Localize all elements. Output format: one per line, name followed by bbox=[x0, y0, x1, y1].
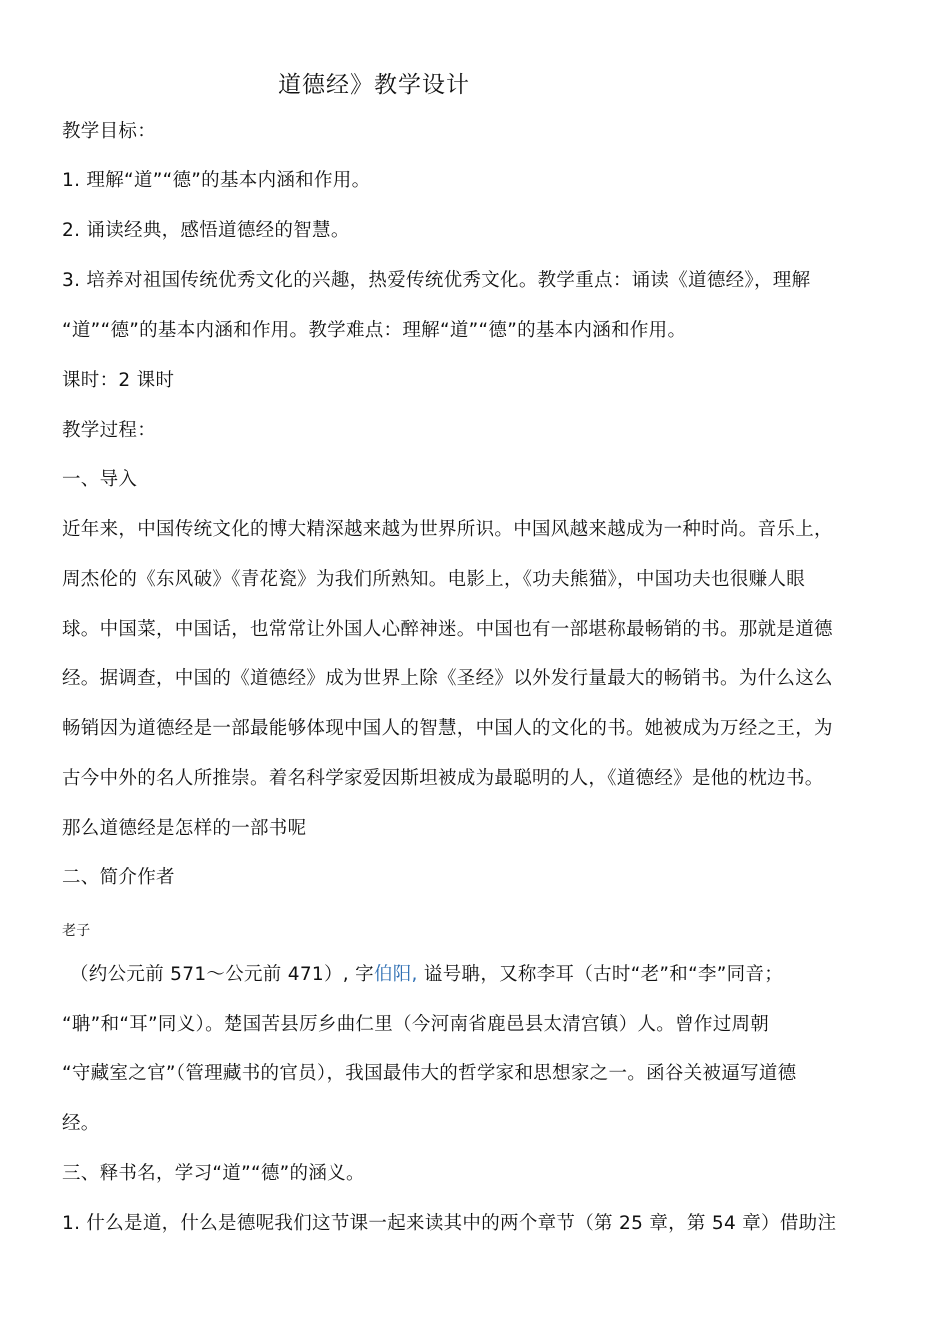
goal-item-1: 1. 理解“道”“德”的基本内涵和作用。 bbox=[62, 170, 371, 191]
paragraph-line: “聃”和“耳”同义）。楚国苦县厉乡曲仁里（今河南省鹿邑县太清宫镇）人。曾作过周朝 bbox=[62, 1014, 770, 1035]
paragraph-line: 畅销因为道德经是一部最能够体现中国人的智慧，中国人的文化的书。她被成为万经之王，为 bbox=[62, 718, 833, 739]
class-period: 课时：2 课时 bbox=[62, 370, 175, 391]
paragraph-line: “守藏室之官”（管理藏书的官员），我国最伟大的哲学家和思想家之一。函谷关被逼写道德 bbox=[62, 1063, 797, 1084]
section-3-item-1: 1. 什么是道，什么是德呢我们这节课一起来读其中的两个章节（第 25 章，第 54 章）借助注 bbox=[62, 1213, 837, 1234]
section-heading-author: 二、简介作者 bbox=[62, 867, 175, 888]
author-name: 老子 bbox=[62, 923, 91, 939]
author-alias: 谥号聃，又称李耳（古时“老”和“李”同音； bbox=[417, 964, 784, 985]
process-heading: 教学过程： bbox=[62, 420, 157, 441]
section-heading-title-meaning: 三、释书名，学习“道”“德”的涵义。 bbox=[62, 1163, 365, 1184]
paragraph-line: 古今中外的名人所推崇。着名科学家爱因斯坦被成为最聪明的人，《道德经》是他的枕边书。 bbox=[62, 768, 824, 789]
goal-item-3-line-1: 3. 培养对祖国传统优秀文化的兴趣，热爱传统优秀文化。教学重点：诵读《道德经》，理解 bbox=[62, 270, 811, 291]
author-courtesy-name-link[interactable]: 伯阳, bbox=[373, 964, 418, 985]
paragraph-line: 经。 bbox=[62, 1113, 100, 1134]
paragraph-line: 那么道德经是怎样的一部书呢 bbox=[62, 818, 307, 839]
document-title: 道德经》教学设计 bbox=[278, 72, 470, 98]
paragraph-line: 球。中国菜，中国话，也常常让外国人心醉神迷。中国也有一部堪称最畅销的书。那就是道德 bbox=[62, 619, 833, 640]
paragraph-line: 周杰伦的《东风破》《青花瓷》为我们所熟知。电影上，《功夫熊猫》，中国功夫也很赚人眼 bbox=[62, 569, 806, 590]
goal-heading: 教学目标： bbox=[62, 121, 157, 142]
author-dates: （约公元前 571～公元前 471）, 字 bbox=[70, 964, 374, 985]
paragraph-line: 经。据调查，中国的《道德经》成为世界上除《圣经》以外发行量最大的畅销书。为什么这么 bbox=[62, 668, 833, 689]
author-line-1 bbox=[70, 960, 898, 986]
paragraph-line: 近年来，中国传统文化的博大精深越来越为世界所识。中国风越来越成为一种时尚。音乐上， bbox=[62, 519, 833, 540]
goal-item-2: 2. 诵读经典，感悟道德经的智慧。 bbox=[62, 220, 350, 241]
section-heading-intro: 一、导入 bbox=[62, 469, 138, 490]
goal-item-3-line-2: “道”“德”的基本内涵和作用。教学难点：理解“道”“德”的基本内涵和作用。 bbox=[62, 320, 687, 341]
